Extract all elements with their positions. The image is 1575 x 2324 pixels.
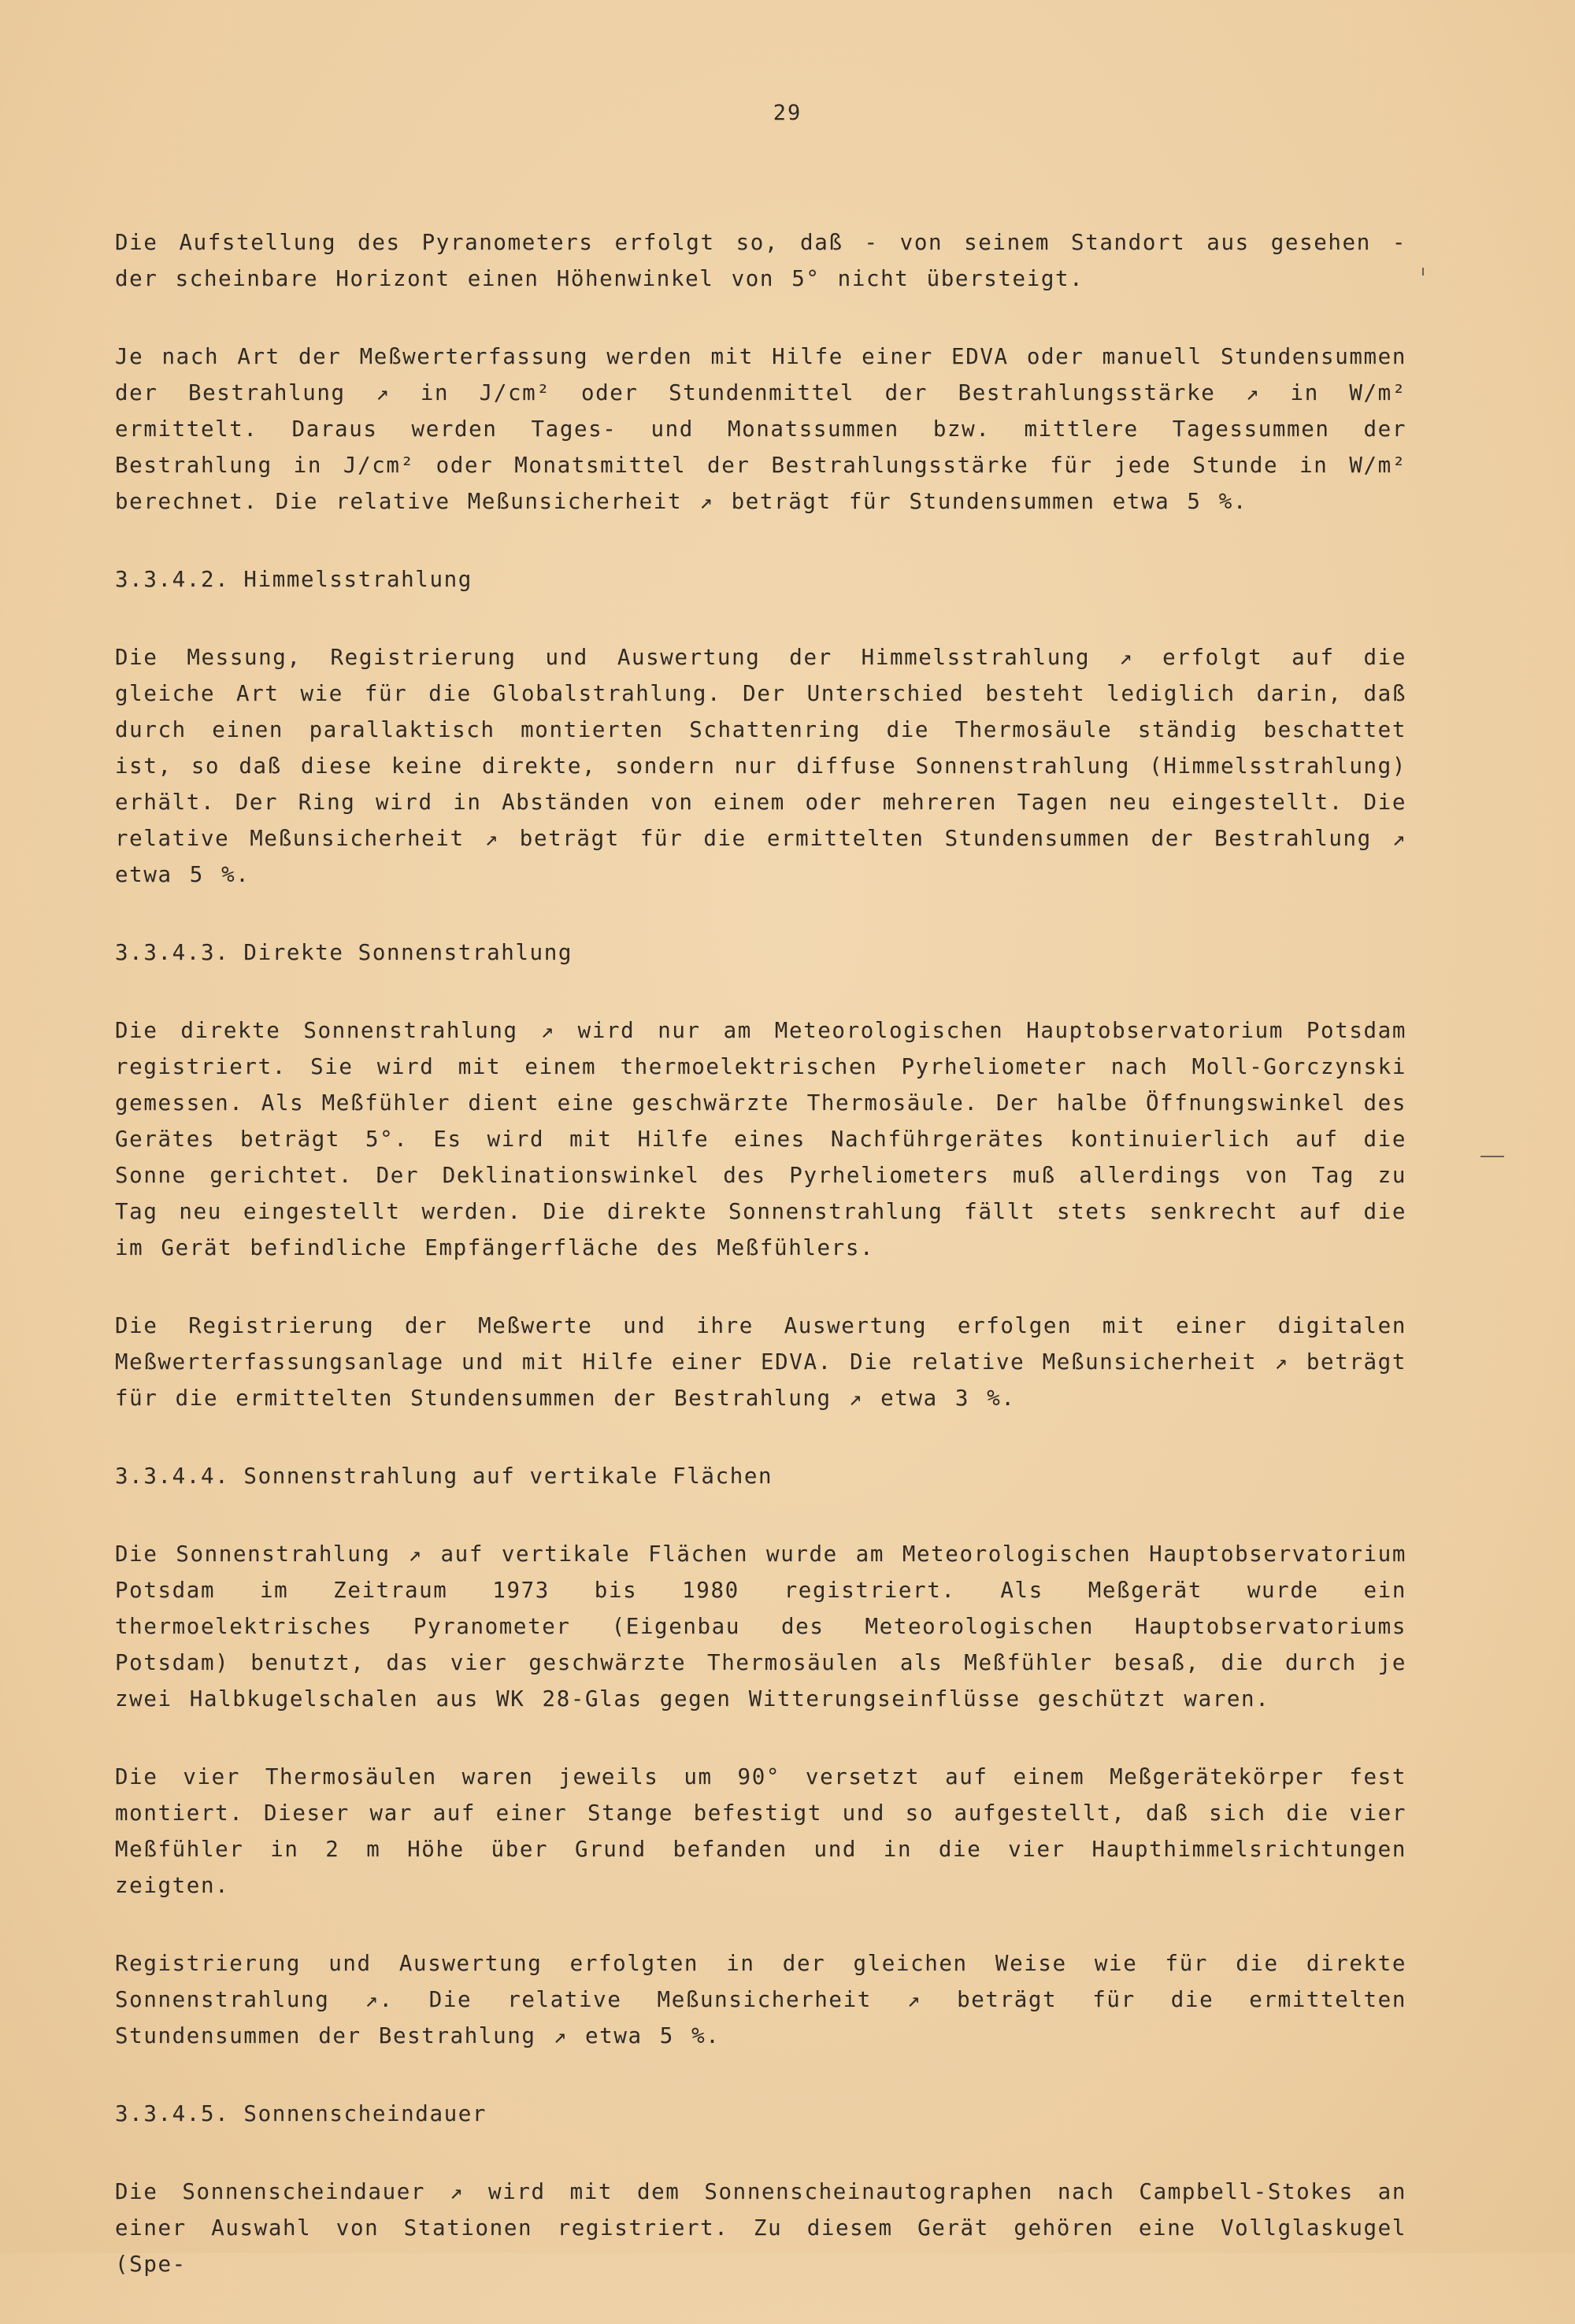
para-aufstellung: Die Aufstellung des Pyranometers erfolgt so, daß - von seinem Standort aus gesehen - der scheinbare Horizont einen Höhenwinkel von 5° nicht übersteigt. (115, 230, 1406, 291)
page-body (115, 224, 1406, 2324)
margin-dash-mark (1480, 1156, 1504, 1157)
para-direkte-sonnenstrahlung: Die direkte Sonnenstrahlung ↗ wird nur am Meteorologischen Hauptobservatorium Potsdam registriert. Sie wird mit einem thermoelektrischen Pyrheliometer nach Moll-Gorczynski gemessen. Als Meßfühler dient eine geschwärzte Thermosäule. Der halbe Öffnungswinkel des Gerätes beträgt 5°. Es wird mit Hilfe eines Nachführgerätes kontinuierlich auf die Sonne gerichtet. Der Deklinationswinkel des Pyrheliometers muß allerdings von Tag zu Tag neu eingestellt werden. Die direkte Sonnenstrahlung fällt stets senkrecht auf die im Gerät befindliche Empfängerfläche des Meßfühlers. (115, 1018, 1406, 1260)
heading-3-3-4-2: 3.3.4.2. Himmelsstrahlung (115, 567, 472, 592)
para-sonnenscheindauer: Die Sonnenscheindauer ↗ wird mit dem Sonnenscheinautographen nach Campbell-Stokes an einer Auswahl von Stationen registriert. Zu diesem Gerät gehören eine Vollglaskugel (Spe- (115, 2179, 1406, 2277)
margin-tick-mark (1422, 268, 1424, 276)
para-himmelsstrahlung: Die Messung, Registrierung und Auswertung der Himmelsstrahlung ↗ erfolgt auf die gleiche Art wie für die Globalstrahlung. Der Unterschied besteht lediglich darin, daß durch einen parallaktisch montierten Schattenring die Thermosäule ständig beschattet ist, so daß diese keine direkte, sondern nur diffuse Sonnenstrahlung (Himmelsstrahlung) erhält. Der Ring wird in Abständen von einem oder mehreren Tagen neu eingestellt. Die relative Meßunsicherheit ↗ beträgt für die ermittelten Stundensummen der Bestrahlung ↗ etwa 5 %. (115, 645, 1406, 887)
heading-3-3-4-4: 3.3.4.4. Sonnenstrahlung auf vertikale Flächen (115, 1464, 773, 1489)
para-thermosaeulen: Die vier Thermosäulen waren jeweils um 90° versetzt auf einem Meßgerätekörper fest montiert. Dieser war auf einer Stange befestigt und so aufgestellt, daß sich die vier Meßfühler in 2 m Höhe über Grund befanden und in die vier Haupthimmelsrichtungen zeigten. (115, 1764, 1406, 1898)
heading-3-3-4-5: 3.3.4.5. Sonnenscheindauer (115, 2101, 487, 2126)
para-vertikale-flaechen: Die Sonnenstrahlung ↗ auf vertikale Flächen wurde am Meteorologischen Hauptobservatorium Potsdam im Zeitraum 1973 bis 1980 registriert. Als Meßgerät wurde ein thermoelektrisches Pyranometer (Eigenbau des Meteorologischen Hauptobservatoriums Potsdam) benutzt, das vier geschwärzte Thermosäulen als Meßfühler besaß, die durch je zwei Halbkugelschalen aus WK 28-Glas gegen Witterungseinflüsse geschützt waren. (115, 1541, 1406, 1712)
para-messwerterfassung: Je nach Art der Meßwerterfassung werden mit Hilfe einer EDVA oder manuell Stundensummen der Bestrahlung ↗ in J/cm² oder Stundenmittel der Bestrahlungsstärke ↗ in W/m² ermittelt. Daraus werden Tages- und Monatssummen bzw. mittlere Tagessummen der Bestrahlung in J/cm² oder Monatsmittel der Bestrahlungsstärke für jede Stunde in W/m² berechnet. Die relative Meßunsicherheit ↗ beträgt für Stundensummen etwa 5 %. (115, 344, 1406, 514)
page-number: 29 (773, 101, 802, 125)
heading-3-3-4-3: 3.3.4.3. Direkte Sonnenstrahlung (115, 940, 573, 965)
para-registrierung-auswertung: Registrierung und Auswertung erfolgten in der gleichen Weise wie für die direkte Sonnenstrahlung ↗. Die relative Meßunsicherheit ↗ beträgt für die ermittelten Stundensummen der Bestrahlung ↗ etwa 5 %. (115, 1951, 1406, 2048)
para-registrierung-messwerte: Die Registrierung der Meßwerte und ihre Auswertung erfolgen mit einer digitalen Meßwerterfassungsanlage und mit Hilfe einer EDVA. Die relative Meßunsicherheit ↗ beträgt für die ermittelten Stundensummen der Bestrahlung ↗ etwa 3 %. (115, 1313, 1406, 1411)
